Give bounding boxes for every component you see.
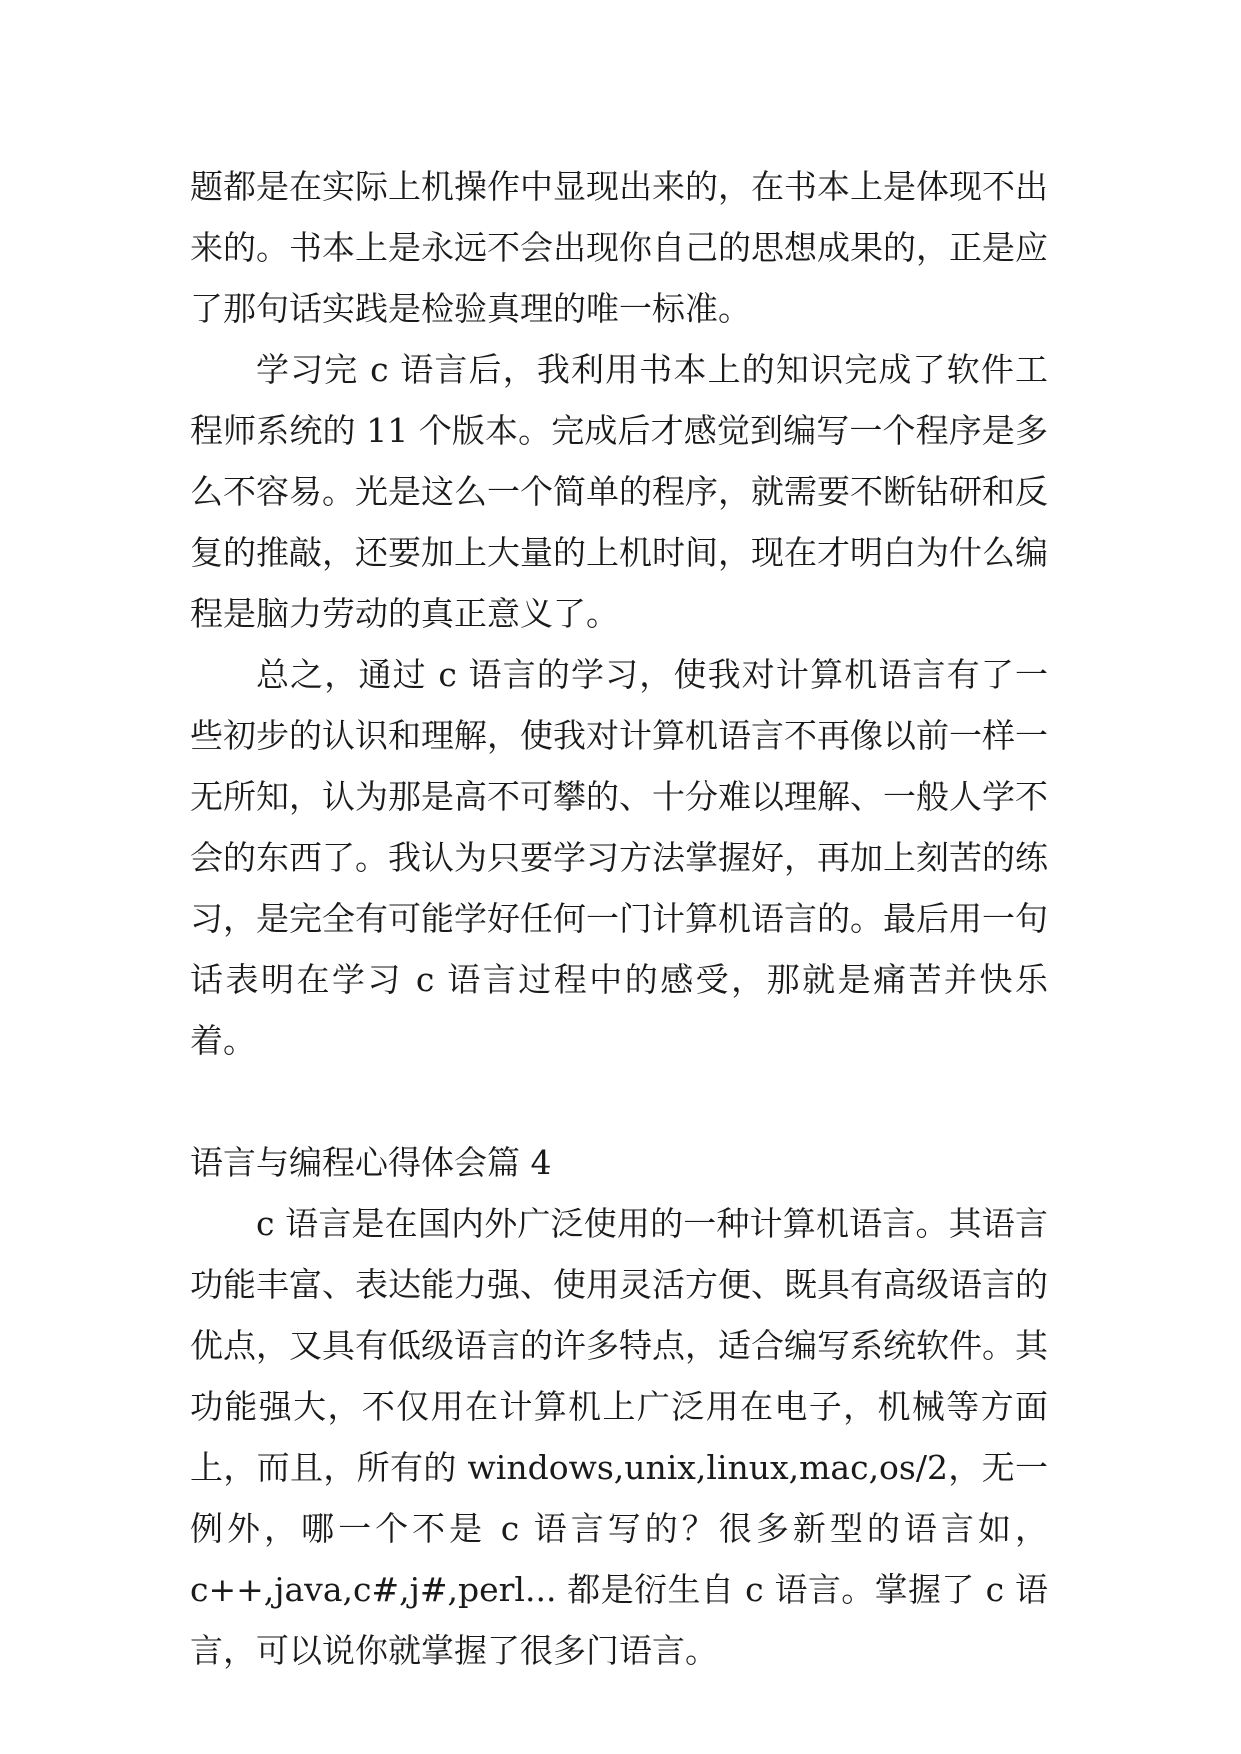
- paragraph-continuation: 题都是在实际上机操作中显现出来的，在书本上是体现不出来的。书本上是永远不会出现你自己的思想成果的，正是应了那句话实践是检验真理的唯一标准。: [190, 167, 1048, 328]
- paragraph-conclusion: 总之，通过 c 语言的学习，使我对计算机语言有了一些初步的认识和理解，使我对计算机语言不再像以前一样一无所知，认为那是高不可攀的、十分难以理解、一般人学不会的东西了。我认为只要学习方法掌握好，再加上刻苦的练习，是完全有可能学好任何一门计算机语言的。最后用一句话表明在学习 c 语言过程中的感受，那就是痛苦并快乐着。: [190, 655, 1048, 1060]
- document-body: [190, 156, 1048, 1681]
- paragraph-c-language-intro: c 语言是在国内外广泛使用的一种计算机语言。其语言功能丰富、表达能力强、使用灵活方便、既具有高级语言的优点，又具有低级语言的许多特点，适合编写系统软件。其功能强大，不仅用在计算机上广泛用在电子，机械等方面上，而且，所有的 windows,unix,linux,mac,os/2，无一例外，哪一个不是 c 语言写的？很多新型的语言如，c++,java,c#,j#,perl... 都是衍生自 c 语言。掌握了 c 语言，可以说你就掌握了很多门语言。: [190, 1204, 1048, 1670]
- paragraph-learning-result: 学习完 c 语言后，我利用书本上的知识完成了软件工程师系统的 11 个版本。完成后才感觉到编写一个程序是多么不容易。光是这么一个简单的程序，就需要不断钻研和反复的推敲，还要加上大量的上机时间，现在才明白为什么编程是脑力劳动的真正意义了。: [190, 350, 1048, 633]
- section-heading: 语言与编程心得体会篇 4: [190, 1143, 552, 1182]
